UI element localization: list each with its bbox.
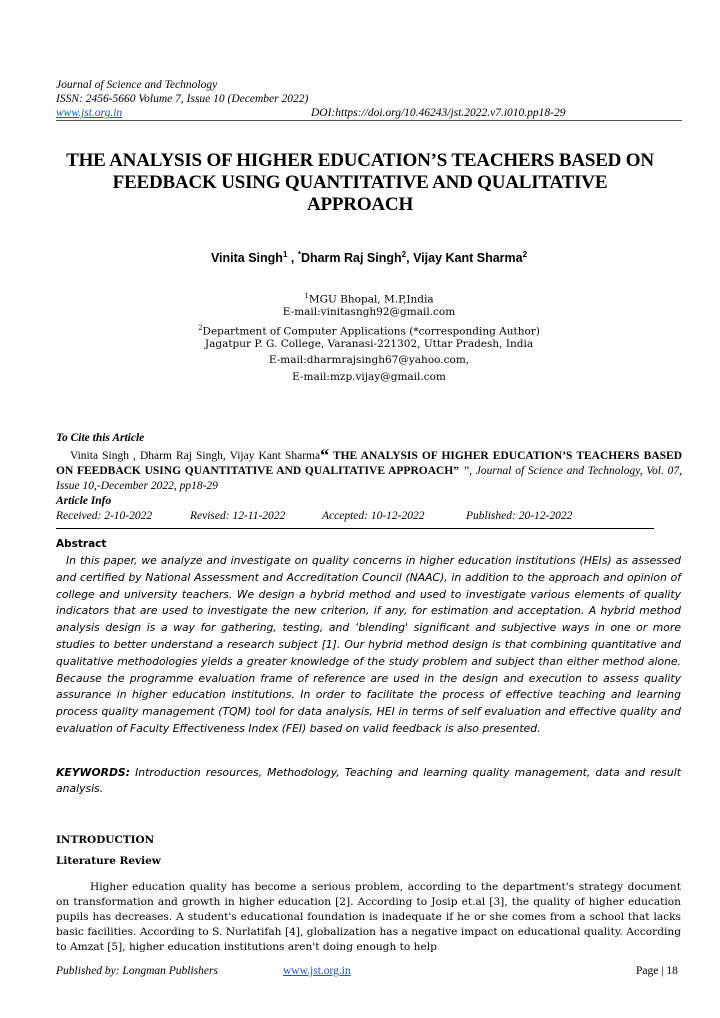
author-3-affil: 2 (522, 250, 528, 259)
journal-name: Journal of Science and Technology (56, 79, 218, 91)
article-info-divider (56, 528, 654, 529)
accepted-date: Accepted: 10-12-2022 (322, 510, 425, 522)
affiliation-1-mark: 1 (304, 292, 309, 300)
keywords-label: KEYWORDS: (56, 766, 131, 779)
body-paragraph: Higher education quality has become a serious problem, according to the department's strategy document on transformation and growth in higher education [2]. According to Josip et.al [3], the quality of higher education pupils has decreases. A student's educational foundation is inadequate if he or she comes from a school that lacks basic facilities. According to S. Nurlatifah [4], globalization has a negative impact on educational quality. According to Amzat [5], higher education institutions aren't doing enough to help (56, 881, 681, 953)
abstract-text: In this paper, we analyze and investigate on quality concerns in higher education institutions (HEIs) as assessed and certified by National Assessment and Accreditation Council (NAAC), in addition to the approach and opinion of college and university teachers. We design a hybrid method and used to investigate various elements of quality indicators that are used to investigate the new criterion, if any, for estimation and acceptation. A hybrid method analysis design is a way for gathering, testing, and ‘blending' significant and subjective ways in one or more studies to better understand a research subject [1]. Our hybrid method design is that combining quantitative and qualitative methodologies yields a greater knowledge of the study problem and subject than either method alone. Because the programme evaluation frame of reference are used in the design and execution to assess quality assurance in higher education institutions. In order to facilitate the process of effective teaching and learning process quality management (TQM) tool for data analysis, HEI in terms of self evaluation and effective quality and evaluation of Faculty Effectiveness Index (FEI) based on valid feedback is also presented. (56, 554, 681, 735)
author-1-affil: 1 (282, 250, 288, 259)
revised-date: Revised: 12-11-2022 (190, 510, 286, 522)
literature-review-heading: Literature Review (56, 855, 161, 867)
author-2-email: E-mail:dharmrajsingh67@yahoo.com, (268, 354, 470, 366)
keywords (56, 765, 681, 797)
author-1: Vinita Singh (210, 251, 283, 266)
citation-title: THE ANALYSIS OF HIGHER EDUCATION’S TEACHERS BASED ON FEEDBACK USING QUANTITATIVE AND QUALITATIVE APPROACH” (56, 450, 682, 477)
affiliation-1 (56, 289, 682, 307)
affiliation-2 (56, 321, 682, 339)
footer-website-link[interactable]: www.jst.org.in (283, 965, 351, 977)
citation-heading: To Cite this Article (56, 432, 145, 444)
introduction-heading: INTRODUCTION (56, 834, 155, 846)
author-1-email: E-mail:vinitasngh92@gmail.com (282, 306, 456, 318)
affiliation-2-address: Jagatpur P. G. College, Varanasi-221302, Uttar Pradesh, India (204, 338, 534, 350)
title-line-2: FEEDBACK USING QUANTITATIVE AND QUALITATIVE (112, 172, 608, 193)
author-list (56, 250, 682, 265)
citation-source: ”, Journal of Science and Technology, Vol. 07, Issue 10,-December 2022, pp18-29 (56, 465, 682, 492)
issn-line: ISSN: 2456-5660 Volume 7, Issue 10 (December 2022) (56, 93, 309, 105)
article-info-heading: Article Info (56, 495, 112, 507)
affiliation-1-text: MGU Bhopal, M.P,India (308, 293, 434, 306)
author-3-email: E-mail:mzp.vijay@gmail.com (292, 371, 446, 383)
keywords-text: Introduction resources, Methodology, Teaching and learning quality management, data and result analysis. (56, 766, 681, 795)
citation-open-quote: “ (320, 445, 330, 465)
doi-line: DOI:https://doi.org/10.46243/jst.2022.v7.i010.pp18-29 (311, 107, 566, 119)
author-2-affil: 2 (401, 250, 407, 259)
affiliation-2-mark: 2 (198, 324, 203, 332)
corresponding-mark: * (297, 250, 301, 259)
journal-website-link[interactable]: www.jst.org.in (56, 107, 123, 119)
paper-title (40, 150, 680, 216)
page-number: Page | 18 (636, 965, 678, 977)
title-line-1: THE ANALYSIS OF HIGHER EDUCATION’S TEACHERS BASED ON (66, 150, 654, 171)
author-2: Dharm Raj Singh (300, 251, 402, 266)
affiliation-2-text: Department of Computer Applications (*corresponding Author) (202, 325, 540, 338)
abstract-heading: Abstract (56, 538, 107, 550)
citation-text (56, 445, 682, 494)
author-3: Vijay Kant Sharma (413, 251, 523, 266)
header-divider (56, 120, 682, 121)
received-date: Received: 2-10-2022 (56, 510, 153, 522)
author-separator: , (406, 251, 414, 266)
title-line-3: APPROACH (306, 194, 414, 215)
author-separator: , (287, 251, 298, 266)
footer-publisher: Published by: Longman Publishers (56, 965, 218, 977)
published-date: Published: 20-12-2022 (466, 510, 573, 522)
citation-authors: Vinita Singh , Dharm Raj Singh, Vijay Kant Sharma (70, 450, 321, 462)
